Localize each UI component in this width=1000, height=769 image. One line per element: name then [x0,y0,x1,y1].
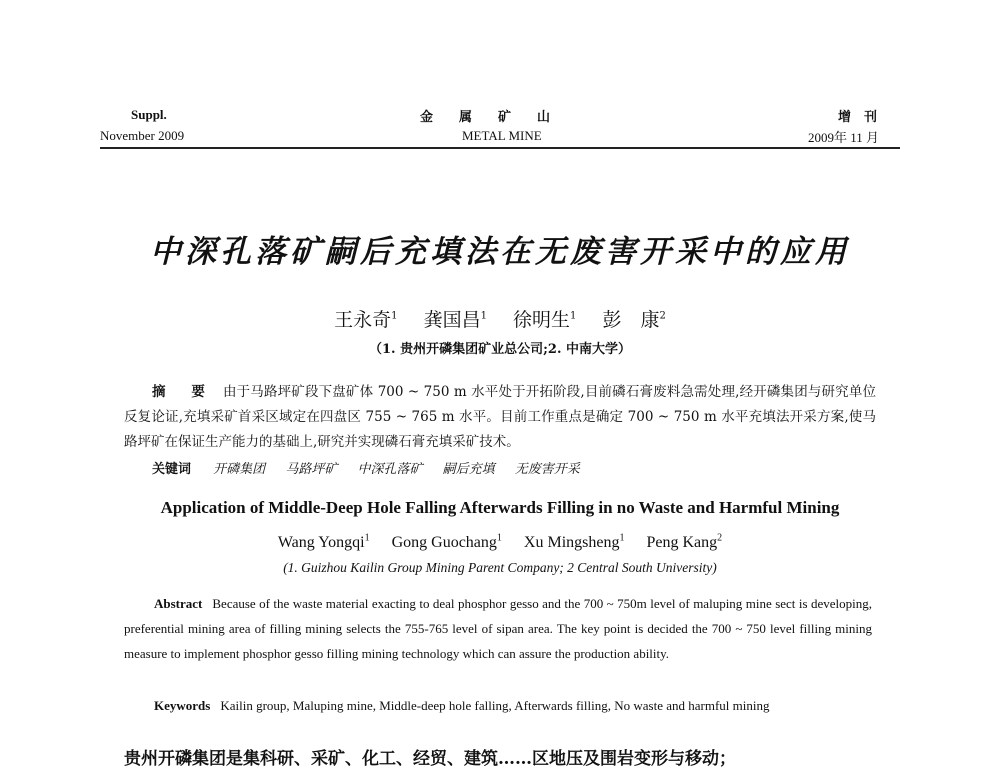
journal-name-en: METAL MINE [462,128,542,143]
keyword-cn: 无废害开采 [514,462,580,477]
author-cn: 彭 康$^2$ [602,309,666,331]
body-text-cut-line: 贵州开磷集团是集科研、采矿、化工、经贸、建筑……区地压及围岩变形与移动； [124,749,736,769]
abstract-en-label: Abstract [154,596,203,611]
keyword-cn: 开磷集团 [213,462,266,477]
author-en: Wang Yongqi$^1$ [277,532,370,551]
affiliation-en: (1. Guizhou Kailin Group Mining Parent Company; 2 Central South University) [283,560,717,575]
keywords-cn [152,458,596,477]
keyword-cn: 嗣后充填 [442,462,495,477]
journal-supplement-cn: 增 刊 [838,110,878,125]
journal-date-en: November 2009 [100,128,185,143]
header-rule [100,147,900,149]
author-cn: 徐明生$^1$ [513,309,577,331]
abstract-en-text: Because of the waste material exacting to deal phosphor gesso and the 700 ~ 750m level of maluping mine sect is developing, preferential mining area of filling mining selects the 755-765 level of sipan area. The key point is decided the 700 ~ 750 level filling mining measure to implement phosphor gesso filling mining technology which can assure the production ability. [124,596,872,661]
author-cn: 龚国昌$^1$ [423,309,487,331]
journal-name-cn: 金 属 矿 山 [420,110,551,125]
author-en: Xu Mingsheng$^1$ [523,532,625,551]
keywords-en-text: Kailin group, Maluping mine, Middle-deep hole falling, Afterwards filling, No waste and harmful mining [220,698,770,713]
keyword-cn: 中深孔落矿 [357,462,423,477]
paper-title-en: Application of Middle-Deep Hole Falling Afterwards Filling in no Waste and Harmful Mining [160,498,840,517]
author-en: Peng Kang$^2$ [646,532,723,551]
abstract-cn-label: 摘 要 [152,384,211,400]
journal-date-cn: 2009年 11 月 [808,130,880,145]
authors-en [0,534,1000,552]
affiliation-cn: （1. 贵州开磷集团矿业总公司;2. 中南大学） [369,342,631,357]
author-cn: 王永奇$^1$ [334,309,398,331]
author-en: Gong Guochang$^1$ [391,532,502,551]
journal-supplement-label: Suppl. [131,107,167,122]
abstract-cn-text: 由于马路坪矿段下盘矿体 700 ~ 750 m 水平处于开拓阶段,目前磷石膏废料急需处理,经开磷集团与研究单位反复论证,充填采矿首采区域定在四盘区 755 ~ 765 m 水平。目前工作重点是确定 700 ~ 750 m 水平充填法开采方案,使马路坪矿在保证生产能力的基础上,研究并实现磷石膏充填采矿技术。 [124,384,877,450]
keyword-cn: 马路坪矿 [285,462,338,477]
paper-title-cn: 中深孔落矿嗣后充填法在无废害开采中的应用 [150,234,850,270]
keywords-en [124,693,872,718]
authors-cn [0,305,1000,332]
abstract-cn [124,380,876,455]
keywords-en-label: Keywords [154,698,211,713]
keywords-cn-label: 关键词 [152,462,192,477]
abstract-en [124,591,872,666]
